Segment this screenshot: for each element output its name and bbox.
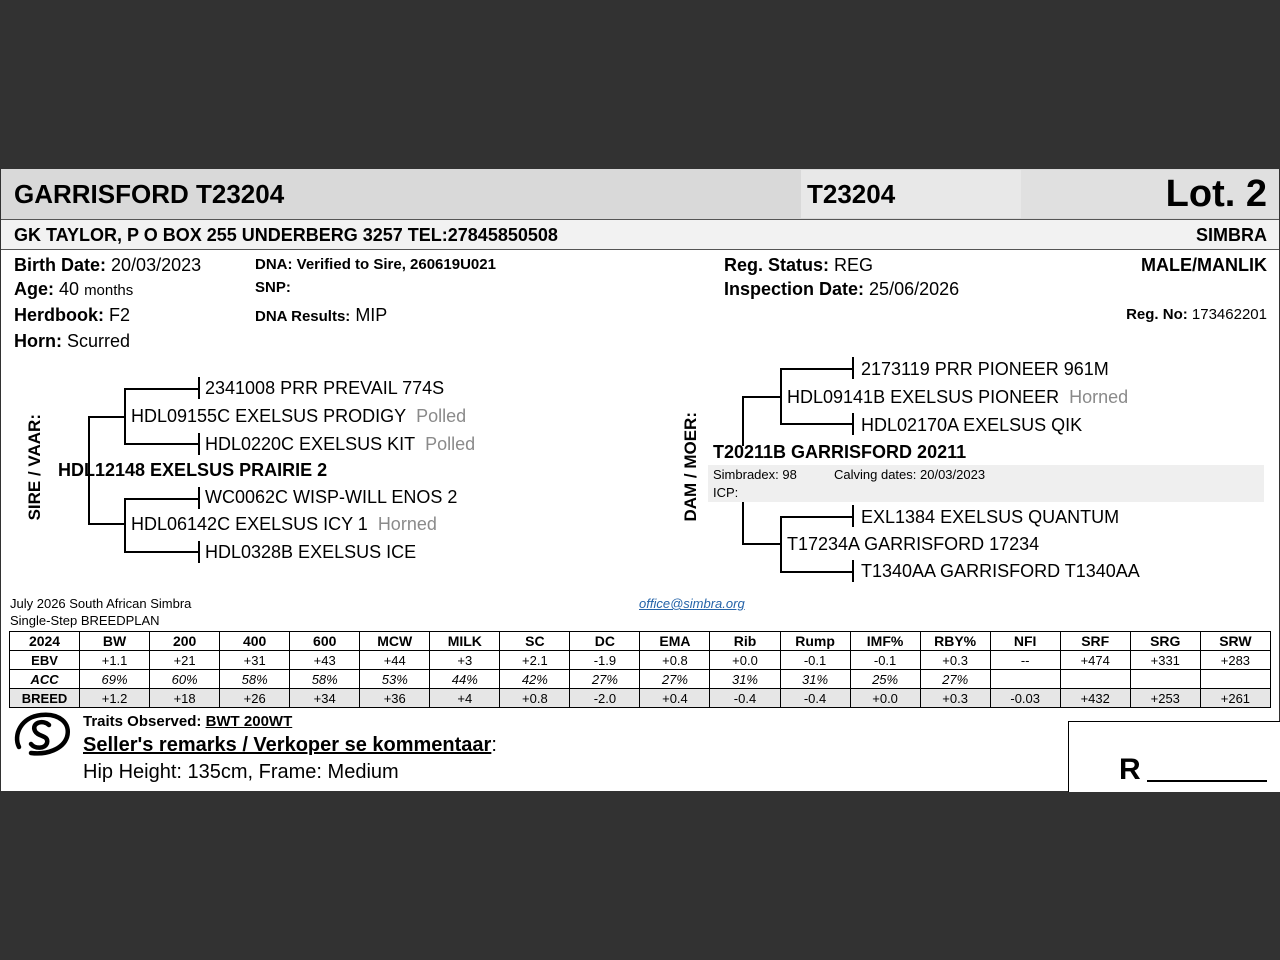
ebv-cell xyxy=(990,670,1060,689)
ebv-cell: 44% xyxy=(430,670,500,689)
ebv-cell: +0.8 xyxy=(640,651,710,670)
ebv-cell: -0.4 xyxy=(710,689,780,708)
dam-dam-sire: EXL1384 EXELSUS QUANTUM xyxy=(861,507,1120,527)
ebv-cell: -0.4 xyxy=(780,689,850,708)
sire-side-label: SIRE / VAAR: xyxy=(25,414,44,521)
sex: MALE/MANLIK xyxy=(1141,255,1267,275)
ebv-row xyxy=(10,689,1271,708)
ebv-source: July 2026 South African Simbra xyxy=(10,596,192,611)
ebv-cell: +261 xyxy=(1200,689,1270,708)
dam-sire-sire: 2173119 PRR PIONEER 961M xyxy=(861,359,1109,379)
ebv-cell: 25% xyxy=(850,670,920,689)
price-prefix: R xyxy=(1119,753,1141,786)
ebv-cell: 53% xyxy=(360,670,430,689)
dam-dam-dam: T1340AA GARRISFORD T1340AA xyxy=(861,561,1140,581)
sire-sire-sire: 2341008 PRR PREVAIL 774S xyxy=(205,378,445,398)
ebv-cell: +283 xyxy=(1200,651,1270,670)
dam-sire-dam: HDL02170A EXELSUS QIK xyxy=(861,415,1083,435)
animal-name: GARRISFORD T23204 xyxy=(14,179,285,209)
ebv-header-row xyxy=(10,632,1271,651)
remarks-title: Seller's remarks / Verkoper se kommentaar: xyxy=(83,734,497,756)
ebv-cell: +4 xyxy=(430,689,500,708)
ebv-header-cell: Rump xyxy=(780,632,850,651)
ebv-table xyxy=(9,631,1271,708)
dam-dam: T17234A GARRISFORD 17234 xyxy=(787,534,1040,554)
ebv-cell: 42% xyxy=(500,670,570,689)
breeder-address: GK TAYLOR, P O BOX 255 UNDERBERG 3257 TEL:27845850508 xyxy=(14,225,558,245)
ebv-cell: 58% xyxy=(290,670,360,689)
birth-date: Birth Date: 20/03/2023 xyxy=(14,255,202,275)
ebv-header-cell: 400 xyxy=(220,632,290,651)
ebv-header-cell: SRF xyxy=(1060,632,1130,651)
breed: SIMBRA xyxy=(1196,225,1267,245)
ebv-cell: 31% xyxy=(710,670,780,689)
calving-dates: Calving dates: 20/03/2023 xyxy=(834,467,986,482)
ebv-cell: 27% xyxy=(570,670,640,689)
ebv-header-cell: NFI xyxy=(990,632,1060,651)
reg-status: Reg. Status: REG xyxy=(724,255,874,275)
ebv-cell: +0.0 xyxy=(850,689,920,708)
sire-dam: HDL06142C EXELSUS ICY 1 Horned xyxy=(131,514,437,534)
dam-sire: HDL09141B EXELSUS PIONEER Horned xyxy=(787,387,1129,407)
ebv-cell: -- xyxy=(990,651,1060,670)
ebv-row xyxy=(10,651,1271,670)
ebv-row xyxy=(10,670,1271,689)
ebv-header-cell: IMF% xyxy=(850,632,920,651)
ebv-cell: 58% xyxy=(220,670,290,689)
ebv-cell: +3 xyxy=(430,651,500,670)
sire-name: HDL12148 EXELSUS PRAIRIE 2 xyxy=(58,460,328,480)
ebv-cell: -0.1 xyxy=(780,651,850,670)
ebv-cell: +34 xyxy=(290,689,360,708)
simbradex: Simbradex: 98 xyxy=(713,467,797,482)
ebv-cell: -0.1 xyxy=(850,651,920,670)
ebv-header-cell: Rib xyxy=(710,632,780,651)
reg-no: Reg. No: 173462201 xyxy=(1126,306,1267,323)
ebv-cell: EBV xyxy=(10,651,80,670)
ebv-cell: -1.9 xyxy=(570,651,640,670)
ebv-header-cell: DC xyxy=(570,632,640,651)
ebv-cell: 60% xyxy=(150,670,220,689)
dna-results: DNA Results: MIP xyxy=(255,305,388,325)
traits-observed: Traits Observed: BWT 200WT xyxy=(83,713,293,730)
ebv-cell: +31 xyxy=(220,651,290,670)
ebv-cell: BREED xyxy=(10,689,80,708)
dna-verified: DNA: Verified to Sire, 260619U021 xyxy=(255,256,496,273)
ebv-header-cell: BW xyxy=(80,632,150,651)
lot-card xyxy=(1,169,1279,791)
ebv-cell: +0.3 xyxy=(920,651,990,670)
ebv-cell: +18 xyxy=(150,689,220,708)
ebv-cell xyxy=(1200,670,1270,689)
ebv-header-cell: SRG xyxy=(1130,632,1200,651)
icp: ICP: xyxy=(713,485,739,500)
price-line[interactable] xyxy=(1147,780,1267,782)
sire-sire: HDL09155C EXELSUS PRODIGY Polled xyxy=(131,406,467,426)
animal-id: T23204 xyxy=(807,179,896,209)
ebv-cell: +36 xyxy=(360,689,430,708)
ebv-cell: +1.1 xyxy=(80,651,150,670)
ebv-cell: 27% xyxy=(640,670,710,689)
ebv-cell: +474 xyxy=(1060,651,1130,670)
ebv-cell: 31% xyxy=(780,670,850,689)
ebv-cell xyxy=(1060,670,1130,689)
ebv-cell: -0.03 xyxy=(990,689,1060,708)
ebv-header-cell: SRW xyxy=(1200,632,1270,651)
ebv-cell: +432 xyxy=(1060,689,1130,708)
sire-dam-sire: WC0062C WISP-WILL ENOS 2 xyxy=(205,487,458,507)
ebv-cell: +43 xyxy=(290,651,360,670)
inspection-date: Inspection Date: 25/06/2026 xyxy=(724,279,960,299)
sire-sire-dam: HDL0220C EXELSUS KIT Polled xyxy=(205,434,476,454)
ebv-header-cell: MILK xyxy=(430,632,500,651)
ebv-cell: -2.0 xyxy=(570,689,640,708)
ebv-cell: +21 xyxy=(150,651,220,670)
ebv-cell: +1.2 xyxy=(80,689,150,708)
dam-name: T20211B GARRISFORD 20211 xyxy=(713,442,967,462)
remarks-text: Hip Height: 135cm, Frame: Medium xyxy=(83,761,399,783)
ebv-cell: +26 xyxy=(220,689,290,708)
ebv-cell: +0.8 xyxy=(500,689,570,708)
ebv-header-cell: EMA xyxy=(640,632,710,651)
ebv-header-cell: 600 xyxy=(290,632,360,651)
sire-dam-dam: HDL0328B EXELSUS ICE xyxy=(205,542,417,562)
ebv-cell: +2.1 xyxy=(500,651,570,670)
dam-side-label: DAM / MOER: xyxy=(681,412,700,522)
lot-number: Lot. 2 xyxy=(1165,173,1267,215)
ebv-header-cell: SC xyxy=(500,632,570,651)
ebv-cell: +0.4 xyxy=(640,689,710,708)
ebv-cell: +253 xyxy=(1130,689,1200,708)
ebv-cell: +0.0 xyxy=(710,651,780,670)
ebv-cell: +44 xyxy=(360,651,430,670)
herdbook: Herdbook: F2 xyxy=(14,305,131,325)
ebv-cell: ACC xyxy=(10,670,80,689)
ebv-header-cell: RBY% xyxy=(920,632,990,651)
ebv-header-cell: MCW xyxy=(360,632,430,651)
ebv-cell: 27% xyxy=(920,670,990,689)
ebv-method: Single-Step BREEDPLAN xyxy=(10,613,160,628)
age: Age: 40 months xyxy=(14,279,134,299)
email-link[interactable]: office@simbra.org xyxy=(639,596,745,611)
simbra-s-logo-icon xyxy=(11,709,73,759)
horn: Horn: Scurred xyxy=(14,331,131,351)
ebv-header-cell: 2024 xyxy=(10,632,80,651)
ebv-header-cell: 200 xyxy=(150,632,220,651)
ebv-cell: 69% xyxy=(80,670,150,689)
ebv-cell: +331 xyxy=(1130,651,1200,670)
snp: SNP: xyxy=(255,279,291,296)
ebv-cell: +0.3 xyxy=(920,689,990,708)
ebv-cell xyxy=(1130,670,1200,689)
